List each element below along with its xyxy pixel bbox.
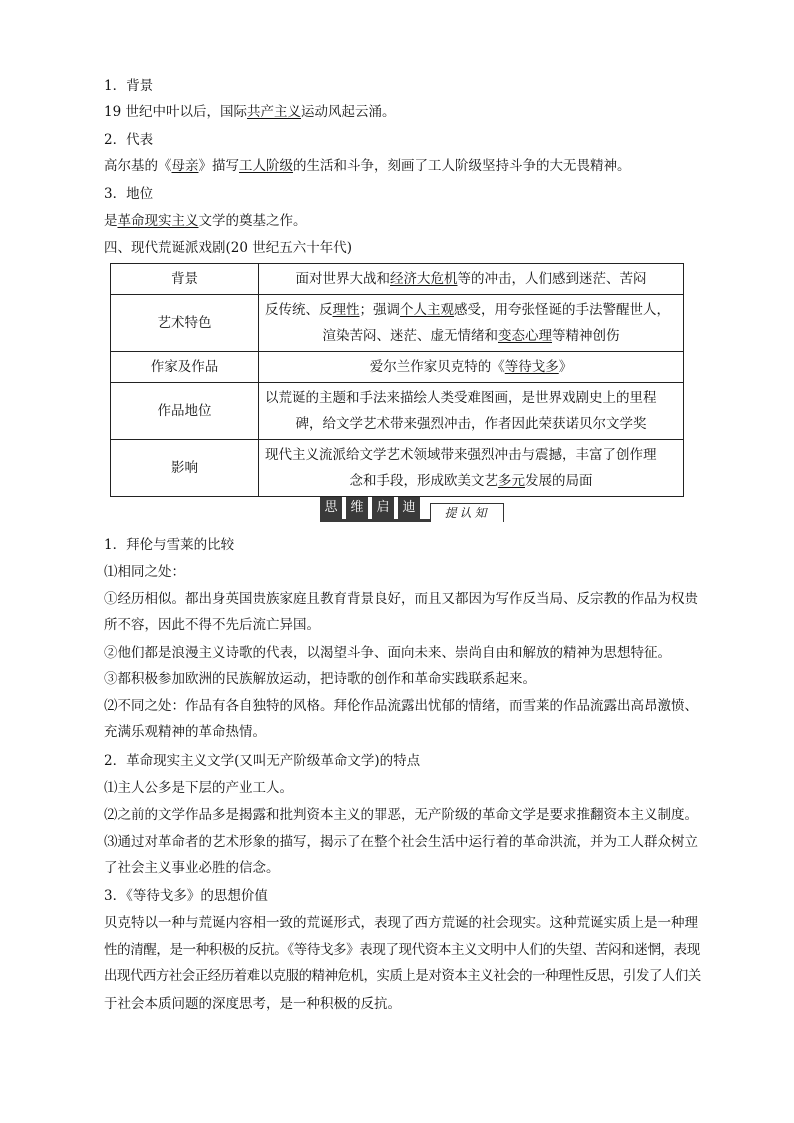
- heading-background: 1．背景: [104, 78, 154, 94]
- text: 等的冲击，人们感到迷茫、苦闷: [457, 271, 647, 287]
- text: 19 世纪中叶以后，国际: [104, 104, 247, 120]
- row-header: 影响: [111, 440, 259, 497]
- row-header: 背景: [111, 264, 259, 295]
- underlined-text: 经济大危机: [390, 271, 458, 287]
- underlined-text: 变态心理: [498, 328, 552, 344]
- row-content: [259, 295, 684, 352]
- cell-line: [265, 297, 677, 323]
- text: 反传统、反: [265, 302, 333, 318]
- row-content: [259, 264, 684, 295]
- paragraph-line: 贝克特以一种与荒诞内容相一致的荒诞形式，表现了西方荒诞的社会现实。这种荒诞实质上是一种理: [104, 915, 698, 931]
- text: 爱尔兰作家贝克特的《: [369, 359, 505, 375]
- banner-char: 启: [372, 497, 394, 519]
- text: 感受，用夸张怪诞的手法警醒世人，: [454, 302, 670, 318]
- underlined-text: 革命现实主义: [117, 213, 199, 229]
- text: 念和手段，形成欧美文艺: [349, 473, 498, 489]
- banner-subtitle: 提认知: [430, 503, 504, 522]
- paragraph-line: ②他们都是浪漫主义诗歌的代表，以渴望斗争、面向未来、崇尚自由和解放的精神为思想特征。: [104, 645, 671, 661]
- row-content: [259, 352, 684, 383]
- paragraph-representative: [104, 156, 631, 176]
- text: 等精神创伤: [552, 328, 620, 344]
- heading-waiting-for-godot: 3．《等待戈多》的思想价值: [104, 888, 268, 904]
- text: 发展的局面: [525, 473, 593, 489]
- cell-line: [265, 323, 677, 349]
- paragraph-line: 所不容，因此不得不先后流亡异国。: [104, 617, 320, 633]
- cell-line: 以荒诞的主题和手法来描绘人类受难图画，是世界戏剧史上的里程: [265, 390, 657, 406]
- table-row: [111, 264, 684, 295]
- underlined-text: 等待戈多: [504, 359, 559, 375]
- text: 》描写: [198, 158, 239, 174]
- paragraph-line: ⑶通过对革命者的艺术形象的描写，揭示了在整个社会生活中运行着的革命洪流，并为工人群众树立: [104, 834, 698, 850]
- underlined-text: 理性: [332, 302, 360, 318]
- row-header: 艺术特色: [111, 295, 259, 352]
- text: 的生活和斗争，刻画了工人阶级坚持斗争的大无畏精神。: [293, 158, 631, 174]
- paragraph-line: ⑴主人公多是下层的产业工人。: [104, 780, 293, 796]
- underlined-text: 工人阶级: [239, 158, 293, 174]
- table-row: [111, 295, 684, 352]
- text: 文学的奠基之作。: [198, 213, 307, 229]
- row-header: 作家及作品: [111, 352, 259, 383]
- paragraph-status: [104, 211, 307, 231]
- cell-line: [265, 468, 677, 494]
- text: 渲染苦闷、迷茫、虚无情绪和: [322, 328, 498, 344]
- paragraph-line: 出现代西方社会正经历着难以克服的精神危机，实质上是对资本主义社会的一种理性反思，引发了人们关: [104, 969, 701, 984]
- paragraph-line: 于社会本质问题的深度思考，是一种积极的反抗。: [104, 996, 401, 1012]
- paragraph-line: 性的清醒，是一种积极的反抗。《等待戈多》表现了现代资本主义文明中人们的失望、苦闷和迷惘，表现: [104, 942, 700, 958]
- table-row: [111, 383, 684, 440]
- text: 》: [558, 359, 573, 375]
- underlined-text: 母亲: [171, 158, 199, 174]
- heading-revolutionary-realism: 2．革命现实主义文学(又叫无产阶级革命文学)的特点: [104, 753, 421, 769]
- underlined-text: 共产主义: [246, 104, 301, 120]
- text: 高尔基的《: [104, 158, 172, 174]
- table-row: [111, 352, 684, 383]
- table-row: [111, 440, 684, 497]
- banner-char: 维: [346, 497, 368, 519]
- paragraph-line: ⑵不同之处：作品有各自独特的风格。拜伦作品流露出忧郁的情绪，而雪莱的作品流露出高昂激愤、: [104, 698, 698, 714]
- subheading-similarities: ⑴相同之处：: [104, 564, 185, 580]
- row-content: [259, 440, 684, 497]
- heading-status: 3．地位: [104, 186, 154, 202]
- heading-representative: 2．代表: [104, 132, 154, 148]
- text: 运动风起云涌。: [300, 104, 396, 120]
- banner-char: 迪: [398, 497, 420, 519]
- section-title: 四、现代荒诞派戏剧(20 世纪五六十年代): [104, 240, 353, 256]
- paragraph-line: ③都积极参加欧洲的民族解放运动，把诗歌的创作和革命实践联系起来。: [104, 671, 536, 687]
- text: 面对世界大战和: [295, 271, 390, 287]
- text: 是: [104, 213, 118, 229]
- paragraph-line: 充满乐观精神的革命热情。: [104, 724, 266, 740]
- paragraph-line: 了社会主义事业必胜的信念。: [104, 860, 280, 876]
- row-header: 作品地位: [111, 383, 259, 440]
- paragraph-line: ①经历相似。都出身英国贵族家庭且教育背景良好，而且又都因为写作反当局、反宗教的作品为权贵: [104, 591, 698, 607]
- underlined-text: 多元: [498, 473, 525, 489]
- cell-line: 碑，给文学艺术带来强烈冲击，作者因此荣获诺贝尔文学奖: [295, 416, 647, 432]
- row-content: [259, 383, 684, 440]
- banner-char: 思: [320, 497, 342, 519]
- heading-byron-shelley: 1．拜伦与雪莱的比较: [104, 537, 235, 553]
- drama-info-table: [110, 263, 684, 497]
- cell-line: 现代主义流派给文学艺术领域带来强烈冲击与震撼，丰富了创作理: [265, 447, 657, 463]
- underlined-text: 个人主观: [400, 302, 454, 318]
- thinking-banner: [320, 497, 502, 523]
- paragraph-line: ⑵之前的文学作品多是揭露和批判资本主义的罪恶，无产阶级的革命文学是要求推翻资本主义制度。: [104, 807, 698, 823]
- text: ；强调: [359, 302, 400, 318]
- paragraph-background: [104, 102, 395, 122]
